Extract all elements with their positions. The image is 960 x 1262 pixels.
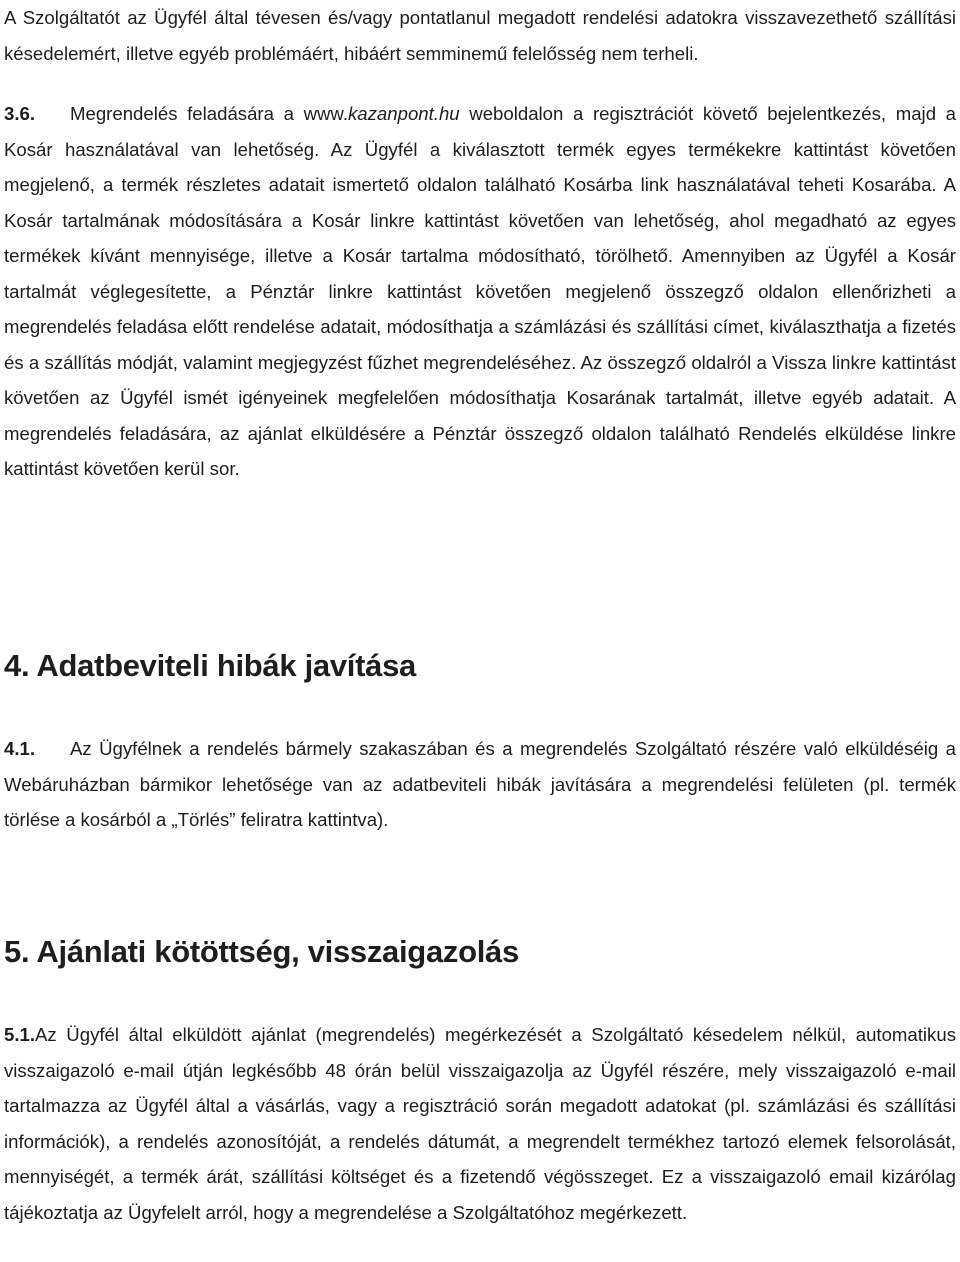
- paragraph-3-5-continuation: [4, 0, 956, 71]
- paragraph-text: A Szolgáltatót az Ügyfél által tévesen és/vagy pontatlanul megadott rendelési adatokra visszavezethető szállítási késedelemért, illetve egyéb problémáért, hibáért semminemű felelősség nem terheli.: [4, 7, 956, 64]
- paragraph-text-start: Megrendelés feladására a: [70, 103, 304, 124]
- section-number: 4.1.: [4, 738, 36, 759]
- paragraph-text-rest: weboldalon a regisztrációt követő bejelentkezés, majd a Kosár használatával van lehetőség. Az Ügyfél a kiválasztott termék egyes termékekre kattintást követően megjelenő, a termék részletes adatait ismertető oldalon található Kosárba link használatával teheti Kosarába. A Kosár tartalmának módosítására a Kosár linkre kattintást követően van lehetőség, ahol megadható az egyes termékek kívánt mennyisége, illetve a Kosár tartalma módosítható, törölhető. Amennyiben az Ügyfél a Kosár tartalmát véglegesítette, a Pénztár linkre kattintást követően megjelenő összegző oldalon ellenőrizheti a megrendelés feladása előtt rendelése adatait, módosíthatja a számlázási és szállítási címet, kiválaszthatja a fizetés és a szállítás módját, valamint megjegyzést fűzhet megrendeléséhez. Az összegző oldalról a Vissza linkre kattintást követően az Ügyfél ismét igényeinek megfelelően módosíthatja Kosarának tartalmát, illetve egyéb adatait. A megrendelés feladására, az ajánlat elküldésére a Pénztár összegző oldalon található Rendelés elküldése linkre kattintást követően kerül sor.: [4, 103, 957, 479]
- section-heading-5: 5. Ajánlati kötöttség, visszaigazolás: [4, 934, 519, 969]
- section-heading-4: 4. Adatbeviteli hibák javítása: [4, 648, 416, 683]
- paragraph-text: Az Ügyfélnek a rendelés bármely szakaszában és a megrendelés Szolgáltató részére való elküldéséig a Webáruházban bármikor lehetősége van az adatbeviteli hibák javítására a megrendelési felületen (pl. termék törlése a kosárból a „Törlés” feliratra kattintva).: [4, 738, 956, 830]
- paragraph-text: Az Ügyfél által elküldött ajánlat (megrendelés) megérkezését a Szolgáltató késedelem nélkül, automatikus visszaigazoló e-mail útján legkésőbb 48 órán belül visszaigazolja az Ügyfél részére, mely visszaigazoló e-mail tartalmazza az Ügyfél által a vásárlás, vagy a regisztráció során megadott adatokat (pl. számlázási és szállítási információk), a rendelés azonosítóját, a rendelés dátumát, a megrendelt termékhez tartozó elemek felsorolását, mennyiségét, a termék árát, szállítási költséget és a fizetendő végösszeget. Ez a visszaigazoló email kizárólag tájékoztatja az Ügyfelelt arról, hogy a megrendelése a Szolgáltatóhoz megérkezett.: [4, 1024, 956, 1223]
- website-link-prefix: www.: [303, 103, 348, 124]
- paragraph-5-1: [4, 1017, 956, 1230]
- paragraph-4-1: [4, 731, 956, 838]
- section-number: 5.1.: [4, 1024, 36, 1045]
- website-link-domain: kazanpont.hu: [348, 103, 460, 124]
- section-number: 3.6.: [4, 103, 36, 124]
- website-link[interactable]: [304, 103, 460, 124]
- paragraph-3-6: [4, 96, 956, 487]
